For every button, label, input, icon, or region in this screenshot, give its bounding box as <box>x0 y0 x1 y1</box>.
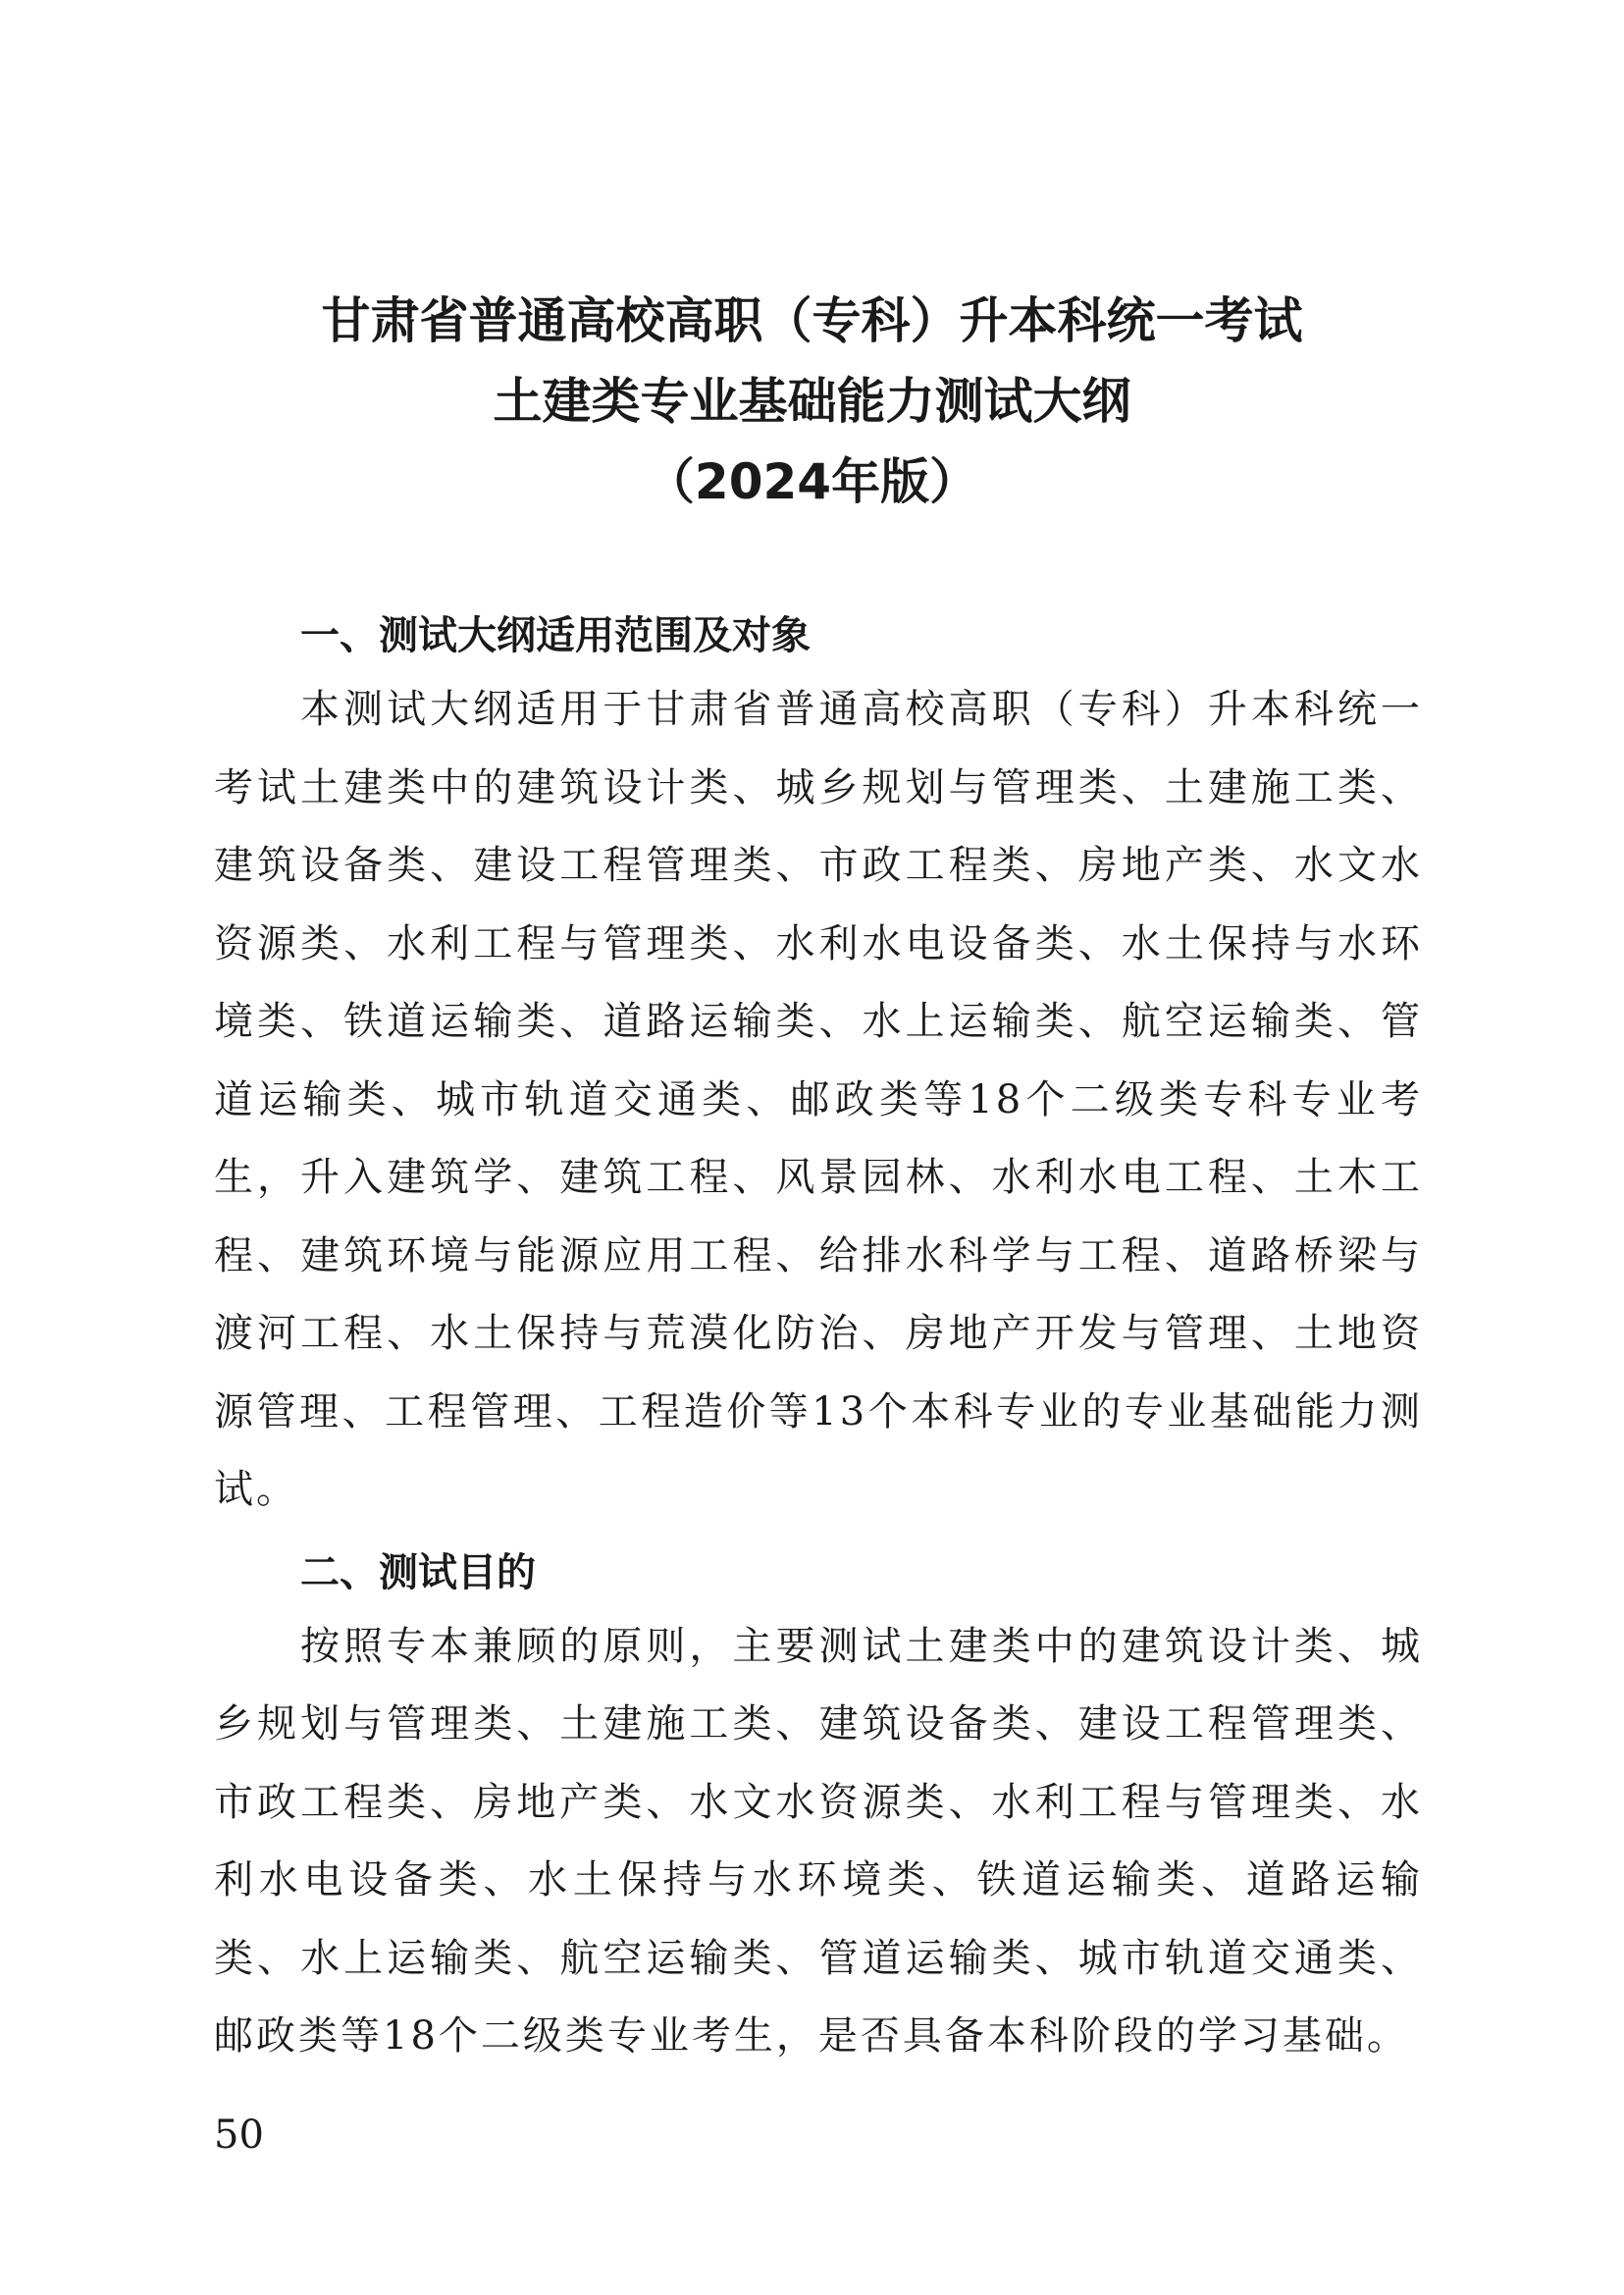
title-line-subject: 土建类专业基础能力测试大纲 <box>493 373 1131 430</box>
document-title <box>0 281 1624 522</box>
section-spacer <box>214 1530 1423 1538</box>
page-number: 50 <box>214 2112 264 2158</box>
title-line-edition: （2024年版） <box>645 453 979 510</box>
section-paragraph-purpose: 按照专本兼顾的原则，主要测试土建类中的建筑设计类、城乡规划与管理类、土建施工类、建筑设备类、建设工程管理类、市政工程类、房地产类、水文水资源类、水利工程与管理类、水利水电设备类、水土保持与水环境类、铁道运输类、道路运输类、水上运输类、航空运输类、管道运输类、城市轨道交通类、邮政类等18个二级类专业考生，是否具备本科阶段的学习基础。 <box>214 1623 1423 2059</box>
title-line-main: 甘肃省普通高校高职（专科）升本科统一考试 <box>321 292 1303 349</box>
section-heading-purpose: 二、测试目的 <box>300 1549 536 1595</box>
document-body <box>214 600 1423 2076</box>
section-heading-scope: 一、测试大纲适用范围及对象 <box>300 613 811 658</box>
section-paragraph-scope: 本测试大纲适用于甘肃省普通高校高职（专科）升本科统一考试土建类中的建筑设计类、城乡规划与管理类、土建施工类、建筑设备类、建设工程管理类、市政工程类、房地产类、水文水资源类、水利工程与管理类、水利水电设备类、水土保持与水环境类、铁道运输类、道路运输类、水上运输类、航空运输类、管道运输类、城市轨道交通类、邮政类等18个二级类专科专业考生，升入建筑学、建筑工程、风景园林、水利水电工程、土木工程、建筑环境与能源应用工程、给排水科学与工程、道路桥梁与渡河工程、水土保持与荒漠化防治、房地产开发与管理、土地资源管理、工程管理、工程造价等13个本科专业的专业基础能力测试。 <box>214 687 1423 1512</box>
